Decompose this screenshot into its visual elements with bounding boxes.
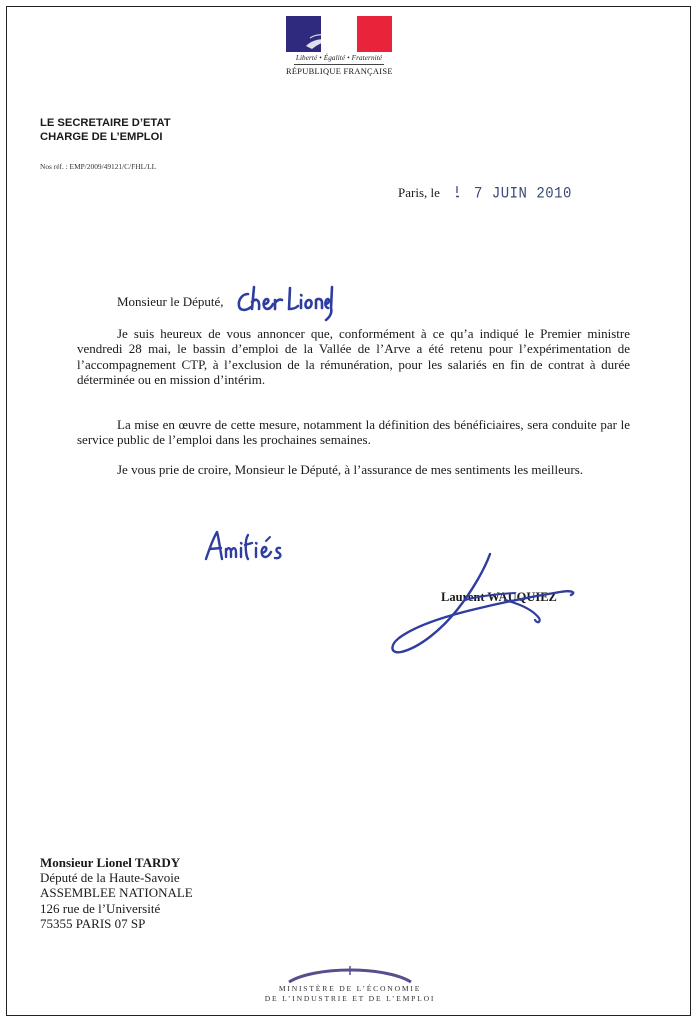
sender-line-1: LE SECRETAIRE D’ETAT <box>40 117 171 129</box>
republic-motto: Liberté • Égalité • Fraternité <box>295 54 383 62</box>
recipient-title: Député de la Haute-Savoie <box>40 870 180 886</box>
sender-line-2: CHARGE DE L’EMPLOI <box>40 131 163 143</box>
recipient-address <box>40 855 193 931</box>
reference-number: Nos réf. : EMP/2009/49121/C/FHL/LL <box>40 162 157 171</box>
body-paragraph-1: Je suis heureux de vous annoncer que, conformément à ce qu’a indiqué le Premier ministre vendredi 28 mai, le bassin d’emploi de la Vallée de l’Arve a été retenu pour l’expérimentation de l’accompagnement CTP, à l’exclusion de la rémunération, pour les salariés en fin de contrat à durée déterminée ou en mission d’intérim. <box>77 326 630 388</box>
recipient-street: 126 rue de l’Université <box>40 900 161 916</box>
recipient-city: 75355 PARIS 07 SP <box>40 915 146 931</box>
logo-divider <box>294 64 384 65</box>
recipient-institution: ASSEMBLEE NATIONALE <box>40 885 193 901</box>
recipient-name: Monsieur Lionel TARDY <box>40 855 181 870</box>
body-paragraph-3: Je vous prie de croire, Monsieur le Député, à l’assurance de mes sentiments les meilleurs. <box>117 462 584 477</box>
ministry-arc-icon <box>285 962 415 984</box>
date-stamp <box>455 183 572 204</box>
ministry-line-2: DE L’INDUSTRIE ET DE L’EMPLOI <box>264 994 436 1003</box>
ministry-line-1: MINISTÈRE DE L’ÉCONOMIE <box>278 984 422 993</box>
signer-name: Laurent WAUQUIEZ <box>441 590 557 604</box>
republic-name: RÉPUBLIQUE FRANÇAISE <box>286 67 393 76</box>
tricolor-flag <box>286 16 392 52</box>
handwritten-greeting <box>234 282 338 324</box>
date-place: Paris, le <box>398 185 440 200</box>
handwritten-closing <box>202 527 292 567</box>
marianne-profile-icon <box>286 16 392 52</box>
body-paragraph-2: La mise en œuvre de cette mesure, notamment la définition des bénéficiaires, sera conduite par le service public de l’emploi dans les prochaines semaines. <box>77 417 630 448</box>
signature <box>385 548 585 658</box>
marianne-logo <box>286 16 392 76</box>
stamp-mark-icon <box>455 183 465 199</box>
salutation: Monsieur le Député, <box>117 294 224 309</box>
sender-title <box>40 116 171 144</box>
ministry-footer <box>200 962 500 1004</box>
date-line <box>398 184 572 202</box>
date-stamp-text: 7 JUIN 2010 <box>474 184 572 204</box>
